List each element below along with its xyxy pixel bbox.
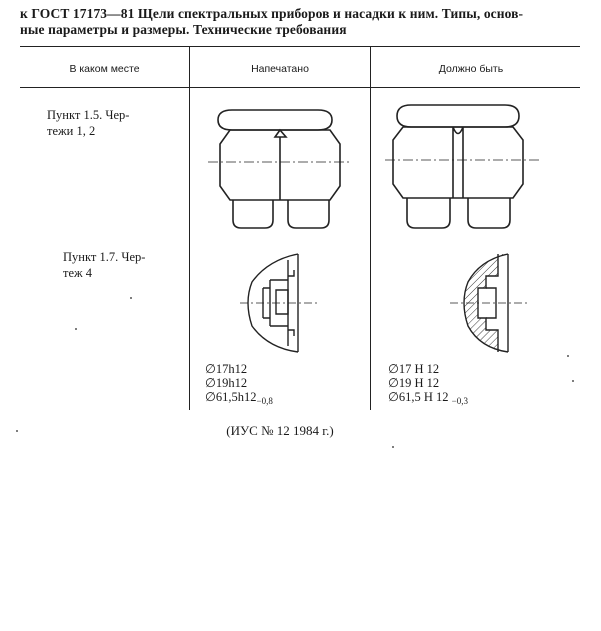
slit-double-center [453, 127, 463, 198]
nozzle-inner-recess [276, 290, 288, 314]
table-top-rule [20, 46, 580, 47]
row2-correct-drawing [450, 250, 530, 360]
row2-place-line1: Пункт 1.7. Чер- [63, 250, 146, 264]
row1-place [47, 107, 187, 139]
row2-place [63, 249, 187, 281]
slit-notch [275, 130, 286, 137]
scan-speck [392, 446, 394, 448]
scan-speck [567, 355, 569, 357]
row1-printed-drawing [200, 100, 360, 235]
slit-right-leg [288, 200, 329, 228]
table-header-rule [20, 87, 580, 88]
printed-dim-3: $\emptyset 61,5h12_{-0,8}$ [205, 390, 273, 406]
title-line-2: ные параметры и размеры. Технические требования [20, 22, 347, 37]
title-line-1: к ГОСТ 17173—81 Щели спектральных приборов и насадки к ним. Типы, основ- [20, 6, 524, 21]
column-divider-1 [189, 46, 190, 410]
column-header-printed: Напечатано [251, 63, 309, 75]
row1-place-line2: тежи 1, 2 [47, 124, 96, 138]
column-divider-2 [370, 46, 371, 410]
source-reference: (ИУС № 12 1984 г.) [226, 423, 334, 438]
printed-dim-1: ∅17h12 [205, 362, 248, 376]
row1-place-line1: Пункт 1.5. Чер- [47, 108, 130, 122]
row2-printed-drawing [240, 250, 320, 360]
scan-speck [572, 380, 574, 382]
slit-left-leg [407, 198, 450, 228]
correct-dim-3: ∅61,5 Н 12 $_{-0,3}$ [388, 390, 468, 406]
slit-cap-outline [397, 105, 519, 127]
column-header-correct: Должно быть [438, 63, 504, 75]
slit-body-outline [393, 127, 523, 198]
slit-right-leg [468, 198, 510, 228]
row2-printed-dims [205, 362, 365, 408]
correct-dim-2: ∅19 Н 12 [388, 376, 440, 390]
correct-dim-1: ∅17 Н 12 [388, 362, 440, 376]
scan-speck [130, 297, 132, 299]
column-header-place: В каком месте [69, 63, 140, 75]
row1-correct-drawing [383, 100, 543, 235]
printed-dim-2: ∅19h12 [205, 376, 248, 390]
slit-left-leg [233, 200, 273, 228]
row2-correct-dims [388, 362, 568, 408]
row2-place-line2: теж 4 [63, 266, 93, 280]
slit-cap-outline [218, 110, 332, 130]
document-title [20, 6, 580, 38]
scan-speck [75, 328, 77, 330]
scan-speck [16, 430, 18, 432]
